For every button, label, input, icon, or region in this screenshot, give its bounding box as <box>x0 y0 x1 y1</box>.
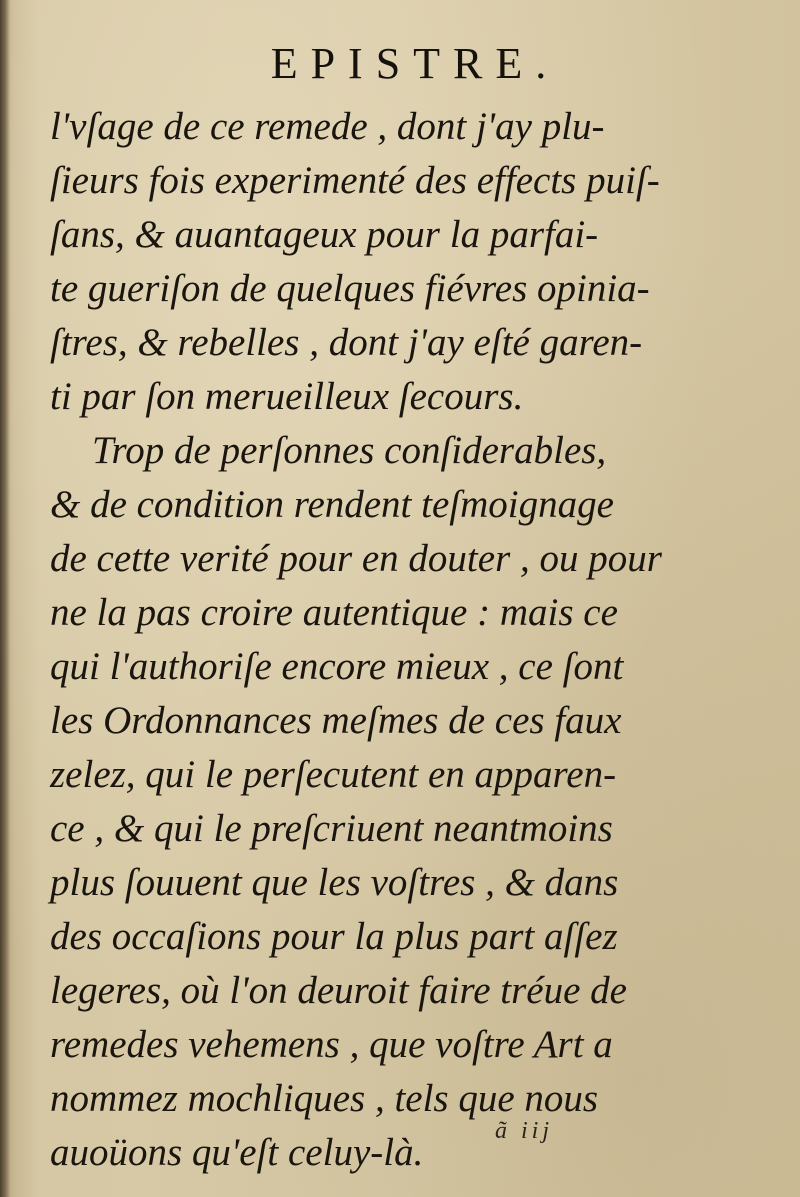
signature-mark: ã iij <box>495 1118 554 1144</box>
text-line: te gueriſon de quelques fiévres opinia- <box>50 267 650 310</box>
paragraph-start-line: Trop de perſonnes conſiderables, <box>92 429 607 472</box>
text-line: les Ordonnances meſmes de ces faux <box>50 699 622 742</box>
binding-shadow <box>0 0 10 1197</box>
text-line: des occaſions pour la plus part aſſez <box>50 915 618 958</box>
text-line: auoüons qu'eſt celuy-là. <box>50 1131 424 1174</box>
text-line: ne la pas croire autentique : mais ce <box>50 591 618 634</box>
text-line: ſieurs fois experimenté des effects puiſ- <box>50 159 660 202</box>
text-line: nommez mochliques , tels que nous <box>50 1077 599 1120</box>
text-line: legeres, où l'on deuroit faire tréue de <box>50 969 627 1012</box>
text-line: & de condition rendent teſmoignage <box>50 483 614 526</box>
text-line: qui l'authoriſe encore mieux , ce ſont <box>50 645 624 688</box>
text-line: de cette verité pour en douter , ou pour <box>50 537 662 580</box>
text-line: remedes vehemens , que voſtre Art a <box>50 1023 613 1066</box>
text-line: zelez, qui le perſecutent en apparen- <box>50 753 617 796</box>
text-line: ſtres, & rebelles , dont j'ay eſté garen- <box>50 321 643 364</box>
running-header: EPISTRE. <box>270 39 560 88</box>
text-line: ſans, & auantageux pour la parfai- <box>50 213 599 256</box>
body-text <box>50 100 690 1180</box>
text-line: ce , & qui le preſcriuent neantmoins <box>50 807 613 850</box>
text-line: ti par ſon merueilleux ſecours. <box>50 375 524 418</box>
text-line: plus ſouuent que les voſtres , & dans <box>50 861 619 904</box>
text-line: l'vſage de ce remede , dont j'ay plu- <box>50 105 605 148</box>
